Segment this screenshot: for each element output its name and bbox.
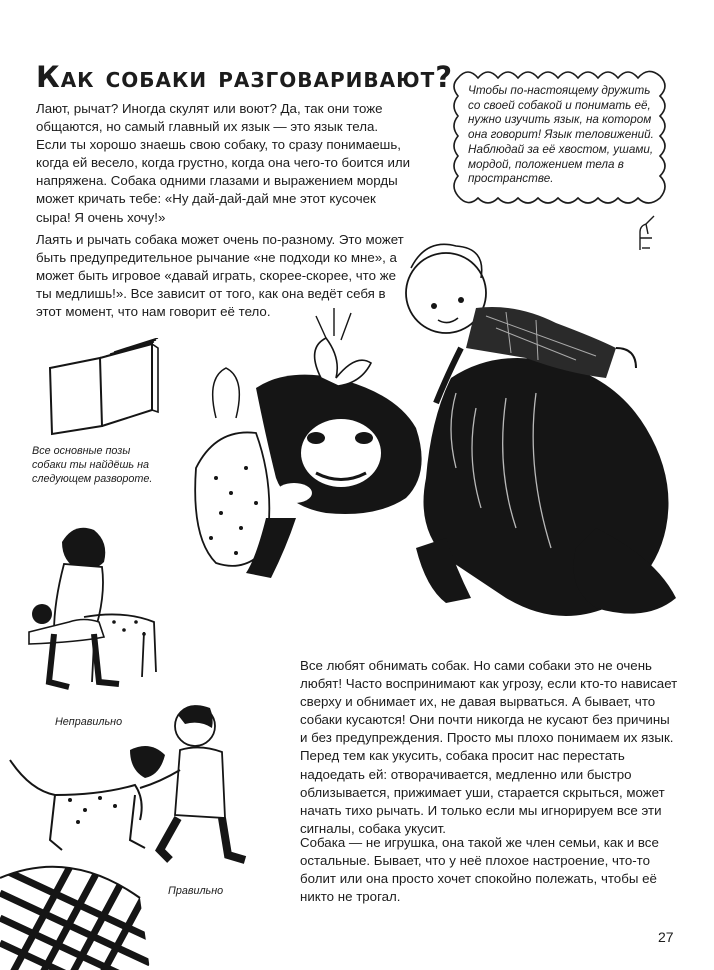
- tip-box: [448, 60, 678, 220]
- checkered-ball-illustration: [0, 848, 150, 970]
- open-book-illustration: [40, 338, 165, 438]
- intro-paragraph: Лают, рычат? Иногда скулят или воют? Да, так они тоже общаются, но самый главный их язык — это язык тела. Если ты хорошо знаешь свою собаку, то сразу понимаешь, когда ей весело, когда грустно, когда она чего-то боится или напряжена. Собака одними глазами и выражением морды может кричать тебе: «Ну дай-дай-дай мне этот кусочек сыра! Я очень хочу!»: [36, 101, 411, 225]
- page-number: 27: [658, 929, 674, 945]
- hugging-paragraph: Все любят обнимать собак. Но сами собаки это не очень любят! Часто воспринимают как угрозу, если кто-то нависает сверху и обнимает их, не давая вырваться. А бывает, что собаки кусаются! Они почти никогда не кусают без причины и без предупреждения. Просто мы плохо понимаем их язык. Перед тем как укусить, собака просит нас перестать надоедать ей: отворачивается, медленно или быстро облизывается, прижимает уши, старается скрыться, может начать тихо рычать. И только если мы игнорируем все эти сигналы, собака укусит.: [300, 658, 678, 836]
- wrong-caption: Неправильно: [55, 716, 123, 728]
- tip-text: Чтобы по-настоящему дружить со своей собакой и понимать её, нужно изучить язык, на котором она говорит! Язык теловижений. Наблюдай за её хвостом, ушами, мордой, положением тела в пространстве.: [468, 84, 654, 186]
- barking-paragraph: Лаять и рычать собака может очень по-разному. Это может быть предупредительное рычание «не подходи ко мне», а может быть игровое «давай играть, скорее-скорее, что же ты медлишь!». Все зависит от того, как она ведёт себя в этот момент, что нам говорит её тело.: [36, 232, 404, 320]
- child-hugging-dog-illustration: [24, 522, 174, 707]
- book-caption: Все основные позы собаки ты найдёшь на следующем развороте.: [32, 445, 153, 485]
- page-title: Как собаки разговаривают?: [36, 60, 454, 94]
- right-caption: Правильно: [168, 885, 224, 897]
- family-paragraph: Собака — не игрушка, она такой же член семьи, как и все остальные. Бывает, что у неё плохое настроение, что-то болит или она просто хочет спокойно полежать, чтобы её никто не трогал.: [300, 835, 659, 905]
- boy-on-dog-illustration: [176, 228, 714, 628]
